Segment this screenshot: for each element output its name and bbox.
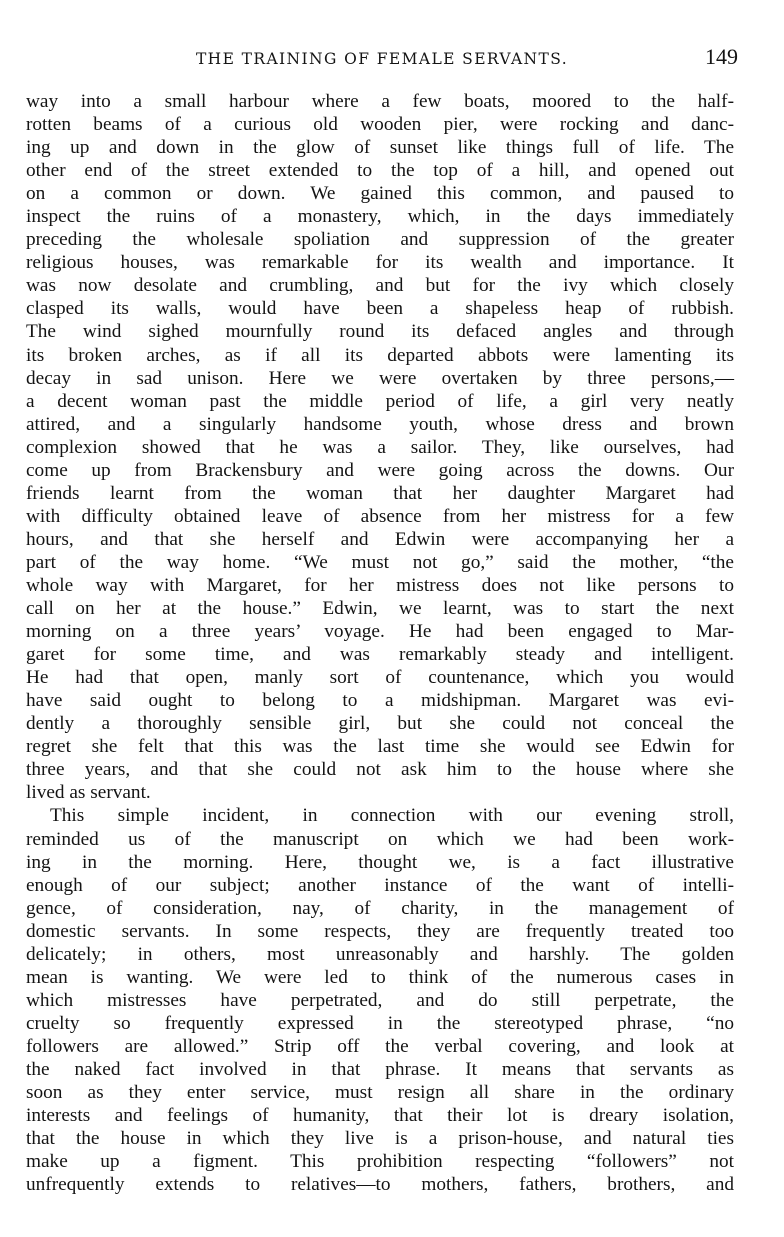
text-line: preceding the wholesale spoliation and suppression of the greater bbox=[26, 229, 734, 251]
text-line: a decent woman past the middle period of life, a girl very neatly bbox=[26, 390, 734, 412]
text-line: that the house in which they live is a prison-house, and natural ties bbox=[26, 1128, 734, 1150]
text-line: the naked fact involved in that phrase. It means that servants as bbox=[26, 1058, 734, 1080]
text-line: come up from Brackensbury and were going across the downs. Our bbox=[26, 459, 734, 481]
page-number: 149 bbox=[705, 44, 738, 69]
text-line: whole way with Margaret, for her mistress does not like persons to bbox=[26, 574, 734, 596]
text-line: rotten beams of a curious old wooden pier, were rocking and danc- bbox=[26, 114, 734, 136]
text-line: morning on a three years’ voyage. He had been engaged to Mar- bbox=[26, 621, 734, 643]
text-line: other end of the street extended to the top of a hill, and opened out bbox=[26, 160, 734, 182]
text-line: dently a thoroughly sensible girl, but she could not conceal the bbox=[26, 713, 734, 735]
text-line: have said ought to belong to a midshipman. Margaret was evi- bbox=[26, 690, 734, 712]
text-line: call on her at the house.” Edwin, we learnt, was to start the next bbox=[26, 598, 734, 620]
text-line: domestic servants. In some respects, they are frequently treated too bbox=[26, 920, 734, 942]
text-line: complexion showed that he was a sailor. They, like ourselves, had bbox=[26, 436, 734, 458]
text-line: its broken arches, as if all its departed abbots were lamenting its bbox=[26, 344, 734, 366]
text-line: attired, and a singularly handsome youth, whose dress and brown bbox=[26, 413, 734, 435]
text-line: with difficulty obtained leave of absence from her mistress for a few bbox=[26, 505, 734, 527]
text-line: The wind sighed mournfully round its defaced angles and through bbox=[26, 321, 734, 343]
text-line: interests and feelings of humanity, that their lot is dreary isolation, bbox=[26, 1105, 734, 1127]
text-line: soon as they enter service, must resign all share in the ordinary bbox=[26, 1082, 734, 1104]
text-line: lived as servant. bbox=[26, 782, 151, 804]
text-line: on a common or down. We gained this common, and paused to bbox=[26, 183, 734, 205]
text-line: followers are allowed.” Strip off the verbal covering, and look at bbox=[26, 1035, 734, 1057]
text-line: friends learnt from the woman that her daughter Margaret had bbox=[26, 482, 734, 504]
text-line: three years, and that she could not ask him to the house where she bbox=[26, 759, 734, 781]
text-line: ing in the morning. Here, thought we, is a fact illustrative bbox=[26, 851, 734, 873]
text-line: way into a small harbour where a few boats, moored to the half- bbox=[26, 91, 734, 112]
text-line: enough of our subject; another instance of the want of intelli- bbox=[26, 874, 734, 896]
page-header bbox=[24, 44, 740, 74]
text-line: unfrequently extends to relatives—to mothers, fathers, brothers, and bbox=[26, 1174, 734, 1196]
text-line: hours, and that she herself and Edwin were accompanying her a bbox=[26, 528, 734, 550]
text-line: delicately; in others, most unreasonably and harshly. The golden bbox=[26, 943, 734, 965]
text-line: clasped its walls, would have been a shapeless heap of rubbish. bbox=[26, 298, 734, 320]
running-title: THE TRAINING OF FEMALE SERVANTS. bbox=[195, 50, 569, 68]
text-line: religious houses, was remarkable for its wealth and importance. It bbox=[26, 252, 734, 274]
text-line: garet for some time, and was remarkably steady and intelligent. bbox=[26, 644, 734, 666]
text-line: make up a figment. This prohibition respecting “followers” not bbox=[26, 1151, 734, 1173]
text-line: gence, of consideration, nay, of charity, in the management of bbox=[26, 897, 734, 919]
text-line: This simple incident, in connection with our evening stroll, bbox=[50, 805, 734, 827]
text-line: ing up and down in the glow of sunset like things full of life. The bbox=[26, 137, 734, 159]
text-line: cruelty so frequently expressed in the stereotyped phrase, “no bbox=[26, 1012, 734, 1034]
text-line: was now desolate and crumbling, and but for the ivy which closely bbox=[26, 275, 734, 297]
text-line: decay in sad unison. Here we were overtaken by three persons,— bbox=[26, 367, 734, 389]
text-line: regret she felt that this was the last time she would see Edwin for bbox=[26, 736, 734, 758]
text-line: part of the way home. “We must not go,” said the mother, “the bbox=[26, 551, 734, 573]
text-line: inspect the ruins of a monastery, which, in the days immediately bbox=[26, 206, 734, 228]
text-line: which mistresses have perpetrated, and do still perpetrate, the bbox=[26, 989, 734, 1011]
text-line: reminded us of the manuscript on which we had been work- bbox=[26, 828, 734, 850]
text-line: He had that open, manly sort of countenance, which you would bbox=[26, 667, 734, 689]
body-text bbox=[26, 90, 734, 1196]
text-line: mean is wanting. We were led to think of the numerous cases in bbox=[26, 966, 734, 988]
